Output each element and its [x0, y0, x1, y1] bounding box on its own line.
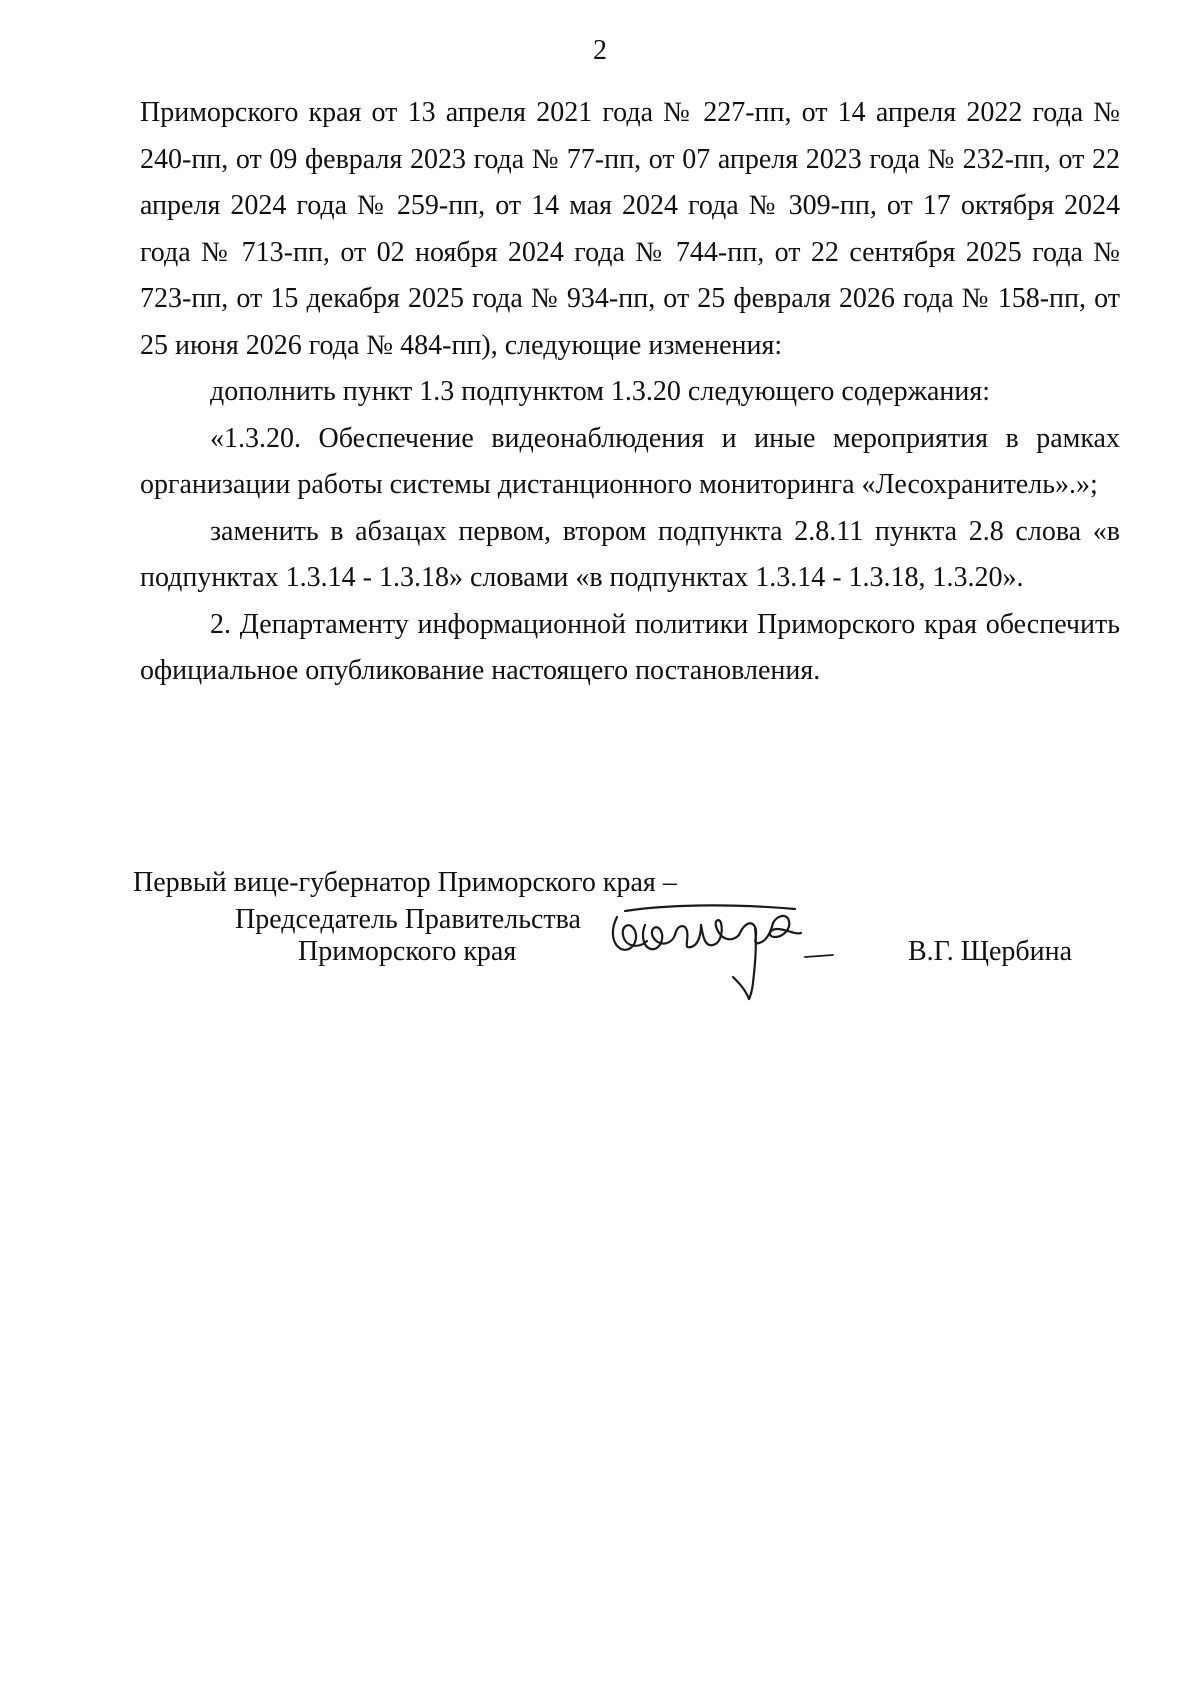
- paragraph-amendment-list: Приморского края от 13 апреля 2021 года № 227-пп, от 14 апреля 2022 года № 240-пп, от 09 февраля 2023 года № 77-пп, от 07 апреля 2023 года № 232-пп, от 22 апреля 2024 года № 259-пп, от 14 мая 2024 года № 309-пп, от 17 октября 2024 года № 713-пп, от 02 ноября 2024 года № 744-пп, от 22 сентября 2025 года № 723-пп, от 15 декабря 2025 года № 934-пп, от 25 февраля 2026 года № 158-пп, от 25 июня 2026 года № 484-пп), следующие изменения:: [140, 97, 1120, 361]
- signatory-name: В.Г. Щербина: [908, 936, 1073, 967]
- handwritten-signature: [605, 895, 835, 1005]
- signatory-position-line-2: Председатель Правительства: [235, 904, 581, 935]
- paragraph-add-subclause: дополнить пункт 1.3 подпунктом 1.3.20 следующего содержания:: [210, 376, 991, 407]
- signatory-position-line-3: Приморского края: [298, 936, 517, 967]
- page-number: 2: [593, 35, 607, 66]
- signatory-position-line-1: Первый вице-губернатор Приморского края –: [133, 867, 677, 898]
- paragraph-publication-order: 2. Департаменту информационной политики Приморского края обеспечить официальное опубликование настоящего постановления.: [140, 608, 1120, 686]
- document-body: [140, 90, 1120, 695]
- paragraph-new-subclause-text: «1.3.20. Обеспечение видеонаблюдения и иные мероприятия в рамках организации работы системы дистанционного мониторинга «Лесохранитель».»;: [140, 422, 1120, 500]
- paragraph-replace-words: заменить в абзацах первом, втором подпункта 2.8.11 пункта 2.8 слова «в подпунктах 1.3.14 - 1.3.18» словами «в подпунктах 1.3.14 - 1.3.18, 1.3.20».: [140, 515, 1120, 593]
